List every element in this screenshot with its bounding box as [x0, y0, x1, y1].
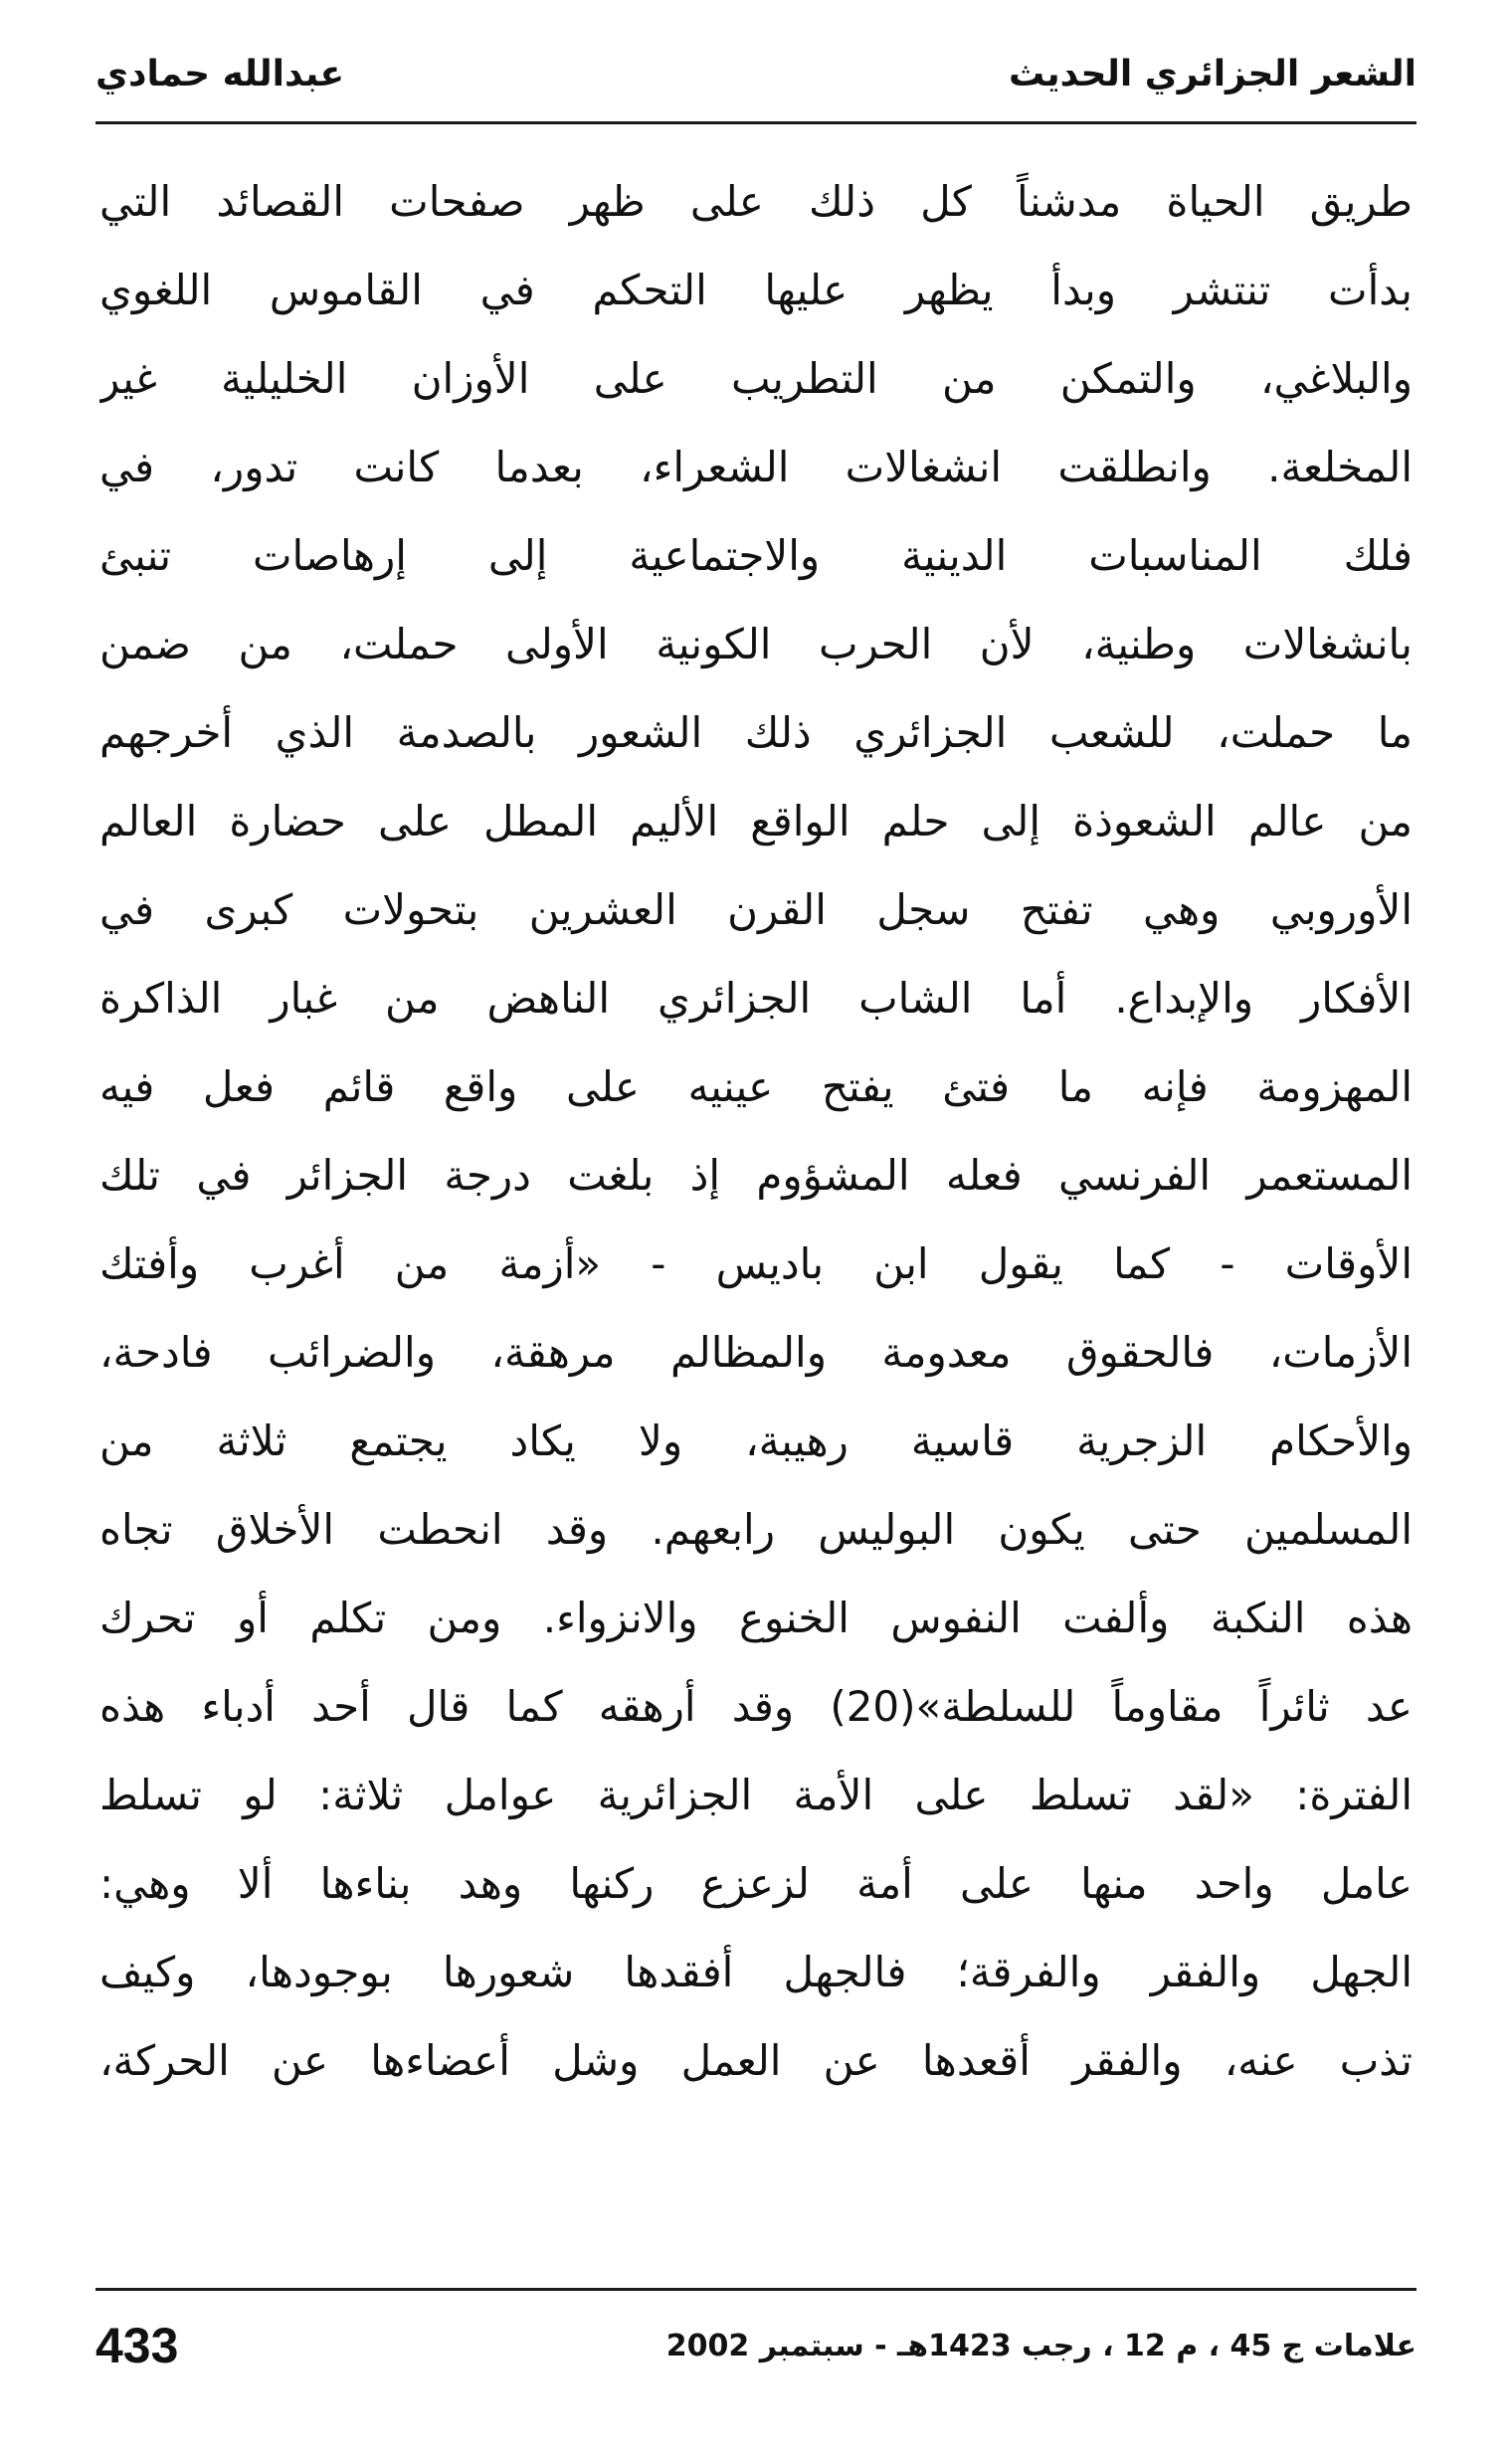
text-line: المهزومة فإنه ما فتئ يفتح عينيه على واقع قائم فعل فيه — [99, 1062, 1413, 1111]
text-line: فلك المناسبات الدينية والاجتماعية إلى إرهاصات تنبئ — [99, 531, 1413, 580]
text-line: بانشغالات وطنية، لأن الحرب الكونية الأولى حملت، من ضمن — [99, 620, 1413, 668]
text-line: والأحكام الزجرية قاسية رهيبة، ولا يكاد يجتمع ثلاثة من — [99, 1416, 1413, 1465]
text-line: الفترة: «لقد تسلط على الأمة الجزائرية عوامل ثلاثة: لو تسلط — [99, 1771, 1413, 1819]
header-rule — [95, 121, 1417, 124]
footer-rule — [95, 2288, 1417, 2291]
text-line: تذب عنه، والفقر أقعدها عن العمل وشل أعضاءها عن الحركة، — [99, 2036, 1413, 2085]
text-line: المخلعة. وانطلقت انشغالات الشعراء، بعدما كانت تدور، في — [99, 443, 1413, 491]
header-title: الشعر الجزائري الحديث — [1009, 53, 1417, 94]
text-line: عامل واحد منها على أمة لزعزع ركنها وهد بناءها ألا وهي: — [99, 1859, 1413, 1908]
text-line: ما حملت، للشعب الجزائري ذلك الشعور بالصدمة الذي أخرجهم — [99, 708, 1413, 757]
running-header — [95, 44, 1417, 103]
text-line: الجهل والفقر والفرقة؛ فالجهل أفقدها شعورها بوجودها، وكيف — [99, 1948, 1413, 1996]
text-line: الأفكار والإبداع. أما الشاب الجزائري الناهض من غبار الذاكرة — [99, 974, 1413, 1023]
journal-info: علامات ج 45 ، م 12 ، رجب 1423هـ - سبتمبر 2002 — [665, 2328, 1417, 2363]
text-line: الأوروبي وهي تفتح سجل القرن العشرين بتحولات كبرى في — [99, 885, 1413, 934]
header-author: عبدالله حمادي — [95, 53, 345, 94]
body-text — [99, 157, 1413, 2105]
text-line: طريق الحياة مدشناً كل ذلك على ظهر صفحات القصائد التي — [99, 177, 1413, 226]
text-line: المستعمر الفرنسي فعله المشؤوم إذ بلغت درجة الجزائر في تلك — [99, 1151, 1413, 1200]
text-line: بدأت تنتشر وبدأ يظهر عليها التحكم في القاموس اللغوي — [99, 266, 1413, 314]
text-line: من عالم الشعوذة إلى حلم الواقع الأليم المطل على حضارة العالم — [99, 797, 1413, 846]
text-line: هذه النكبة وألفت النفوس الخنوع والانزواء. ومن تكلم أو تحرك — [99, 1594, 1413, 1642]
text-line: الأوقات - كما يقول ابن باديس - «أزمة من أغرب وأفتك — [99, 1239, 1413, 1288]
page-footer — [95, 2306, 1417, 2385]
text-line: عد ثائراً مقاوماً للسلطة»(20) وقد أرهقه كما قال أحد أدباء هذه — [99, 1682, 1413, 1731]
text-line: الأزمات، فالحقوق معدومة والمظالم مرهقة، والضرائب فادحة، — [99, 1328, 1413, 1377]
page-number: 433 — [95, 2318, 179, 2373]
text-line: المسلمين حتى يكون البوليس رابعهم. وقد انحطت الأخلاق تجاه — [99, 1505, 1413, 1554]
text-line: والبلاغي، والتمكن من التطريب على الأوزان الخليلية غير — [99, 354, 1413, 403]
